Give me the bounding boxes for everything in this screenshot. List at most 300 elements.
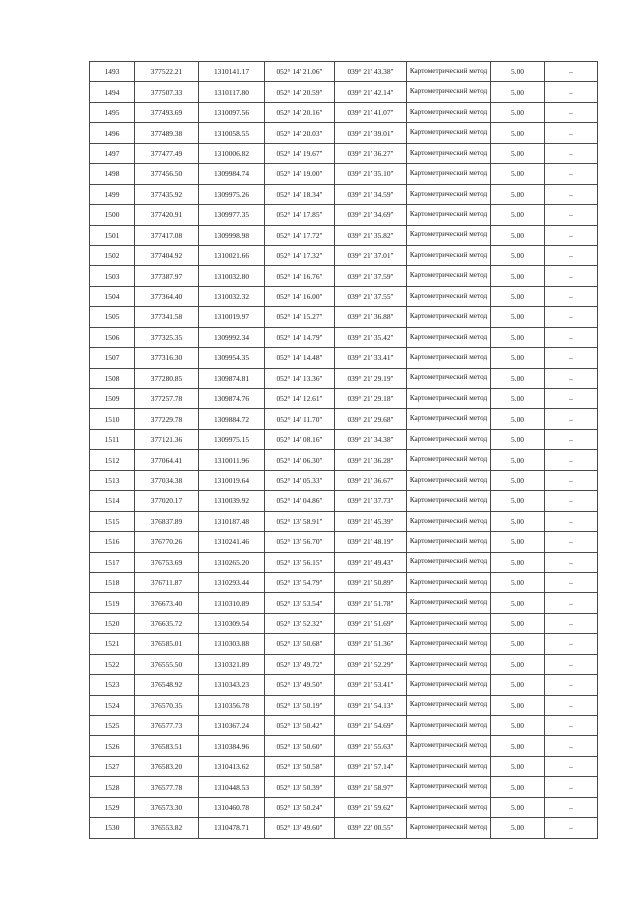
point-number-cell: 1519 (90, 593, 135, 613)
method-cell: Картометрический метод (407, 225, 491, 245)
latitude-cell: 052° 14' 13.36" (265, 368, 335, 388)
latitude-cell: 052° 14' 19.00" (265, 164, 335, 184)
method-cell: Картометрический метод (407, 348, 491, 368)
note-cell: – (545, 675, 598, 695)
y-coordinate-cell: 1309975.26 (199, 184, 265, 204)
latitude-cell: 052° 13' 49.60" (265, 818, 335, 838)
method-cell: Картометрический метод (407, 143, 491, 163)
point-number-cell: 1493 (90, 62, 135, 82)
longitude-cell: 039° 21' 48.19" (335, 532, 407, 552)
point-number-cell: 1529 (90, 797, 135, 817)
latitude-cell: 052° 13' 50.58" (265, 756, 335, 776)
y-coordinate-cell: 1310384.96 (199, 736, 265, 756)
coordinates-table-body (90, 62, 598, 839)
longitude-cell: 039° 21' 36.67" (335, 470, 407, 490)
note-cell: – (545, 205, 598, 225)
method-cell: Картометрический метод (407, 613, 491, 633)
longitude-cell: 039° 21' 51.69" (335, 613, 407, 633)
method-cell: Картометрический метод (407, 470, 491, 490)
longitude-cell: 039° 21' 50.89" (335, 572, 407, 592)
point-number-cell: 1517 (90, 552, 135, 572)
accuracy-cell: 5.00 (491, 348, 545, 368)
longitude-cell: 039° 21' 43.38" (335, 62, 407, 82)
note-cell: – (545, 736, 598, 756)
latitude-cell: 052° 14' 16.76" (265, 266, 335, 286)
note-cell: – (545, 82, 598, 102)
table-row (90, 184, 598, 204)
note-cell: – (545, 634, 598, 654)
y-coordinate-cell: 1310032.80 (199, 266, 265, 286)
x-coordinate-cell: 377522.21 (135, 62, 199, 82)
x-coordinate-cell: 377280.85 (135, 368, 199, 388)
y-coordinate-cell: 1310021.66 (199, 245, 265, 265)
x-coordinate-cell: 376570.35 (135, 695, 199, 715)
latitude-cell: 052° 14' 05.33" (265, 470, 335, 490)
method-cell: Картометрический метод (407, 756, 491, 776)
longitude-cell: 039° 21' 29.19" (335, 368, 407, 388)
method-cell: Картометрический метод (407, 552, 491, 572)
x-coordinate-cell: 377387.97 (135, 266, 199, 286)
accuracy-cell: 5.00 (491, 429, 545, 449)
accuracy-cell: 5.00 (491, 389, 545, 409)
latitude-cell: 052° 14' 04.86" (265, 491, 335, 511)
x-coordinate-cell: 377417.08 (135, 225, 199, 245)
longitude-cell: 039° 21' 51.78" (335, 593, 407, 613)
accuracy-cell: 5.00 (491, 164, 545, 184)
x-coordinate-cell: 377257.78 (135, 389, 199, 409)
y-coordinate-cell: 1309984.74 (199, 164, 265, 184)
point-number-cell: 1518 (90, 572, 135, 592)
point-number-cell: 1501 (90, 225, 135, 245)
y-coordinate-cell: 1309977.35 (199, 205, 265, 225)
y-coordinate-cell: 1310478.71 (199, 818, 265, 838)
point-number-cell: 1499 (90, 184, 135, 204)
longitude-cell: 039° 21' 42.14" (335, 82, 407, 102)
table-row (90, 327, 598, 347)
x-coordinate-cell: 376573.30 (135, 797, 199, 817)
latitude-cell: 052° 13' 56.15" (265, 552, 335, 572)
latitude-cell: 052° 13' 58.91" (265, 511, 335, 531)
accuracy-cell: 5.00 (491, 491, 545, 511)
x-coordinate-cell: 377435.92 (135, 184, 199, 204)
longitude-cell: 039° 21' 34.59" (335, 184, 407, 204)
note-cell: – (545, 327, 598, 347)
y-coordinate-cell: 1310413.62 (199, 756, 265, 776)
accuracy-cell: 5.00 (491, 532, 545, 552)
note-cell: – (545, 695, 598, 715)
y-coordinate-cell: 1310303.88 (199, 634, 265, 654)
note-cell: – (545, 348, 598, 368)
accuracy-cell: 5.00 (491, 102, 545, 122)
table-row (90, 225, 598, 245)
x-coordinate-cell: 376577.73 (135, 716, 199, 736)
y-coordinate-cell: 1310019.97 (199, 307, 265, 327)
x-coordinate-cell: 376555.50 (135, 654, 199, 674)
table-row (90, 797, 598, 817)
table-row (90, 695, 598, 715)
note-cell: – (545, 572, 598, 592)
point-number-cell: 1497 (90, 143, 135, 163)
longitude-cell: 039° 21' 53.41" (335, 675, 407, 695)
accuracy-cell: 5.00 (491, 327, 545, 347)
latitude-cell: 052° 14' 14.48" (265, 348, 335, 368)
note-cell: – (545, 613, 598, 633)
note-cell: – (545, 491, 598, 511)
coordinates-table (89, 61, 598, 839)
latitude-cell: 052° 14' 17.72" (265, 225, 335, 245)
y-coordinate-cell: 1309954.35 (199, 348, 265, 368)
x-coordinate-cell: 377316.30 (135, 348, 199, 368)
longitude-cell: 039° 21' 59.62" (335, 797, 407, 817)
accuracy-cell: 5.00 (491, 368, 545, 388)
method-cell: Картометрический метод (407, 307, 491, 327)
note-cell: – (545, 143, 598, 163)
x-coordinate-cell: 377121.36 (135, 429, 199, 449)
longitude-cell: 039° 21' 33.41" (335, 348, 407, 368)
longitude-cell: 039° 21' 35.42" (335, 327, 407, 347)
table-row (90, 613, 598, 633)
table-row (90, 450, 598, 470)
method-cell: Картометрический метод (407, 777, 491, 797)
note-cell: – (545, 266, 598, 286)
accuracy-cell: 5.00 (491, 756, 545, 776)
longitude-cell: 039° 21' 29.18" (335, 389, 407, 409)
table-row (90, 164, 598, 184)
note-cell: – (545, 716, 598, 736)
point-number-cell: 1511 (90, 429, 135, 449)
note-cell: – (545, 450, 598, 470)
y-coordinate-cell: 1310039.92 (199, 491, 265, 511)
point-number-cell: 1528 (90, 777, 135, 797)
x-coordinate-cell: 376577.78 (135, 777, 199, 797)
method-cell: Картометрический метод (407, 82, 491, 102)
x-coordinate-cell: 376711.87 (135, 572, 199, 592)
point-number-cell: 1495 (90, 102, 135, 122)
table-row (90, 736, 598, 756)
x-coordinate-cell: 377489.38 (135, 123, 199, 143)
longitude-cell: 039° 21' 39.01" (335, 123, 407, 143)
x-coordinate-cell: 376553.82 (135, 818, 199, 838)
note-cell: – (545, 756, 598, 776)
note-cell: – (545, 818, 598, 838)
note-cell: – (545, 470, 598, 490)
y-coordinate-cell: 1310011.96 (199, 450, 265, 470)
latitude-cell: 052° 14' 16.00" (265, 286, 335, 306)
method-cell: Картометрический метод (407, 389, 491, 409)
table-row (90, 634, 598, 654)
accuracy-cell: 5.00 (491, 654, 545, 674)
point-number-cell: 1516 (90, 532, 135, 552)
latitude-cell: 052° 14' 06.30" (265, 450, 335, 470)
y-coordinate-cell: 1310097.56 (199, 102, 265, 122)
latitude-cell: 052° 14' 17.85" (265, 205, 335, 225)
method-cell: Картометрический метод (407, 266, 491, 286)
method-cell: Картометрический метод (407, 511, 491, 531)
point-number-cell: 1526 (90, 736, 135, 756)
latitude-cell: 052° 13' 52.32" (265, 613, 335, 633)
x-coordinate-cell: 377456.50 (135, 164, 199, 184)
method-cell: Картометрический метод (407, 532, 491, 552)
y-coordinate-cell: 1310356.78 (199, 695, 265, 715)
longitude-cell: 039° 21' 41.07" (335, 102, 407, 122)
x-coordinate-cell: 377325.35 (135, 327, 199, 347)
table-row (90, 143, 598, 163)
note-cell: – (545, 245, 598, 265)
point-number-cell: 1498 (90, 164, 135, 184)
note-cell: – (545, 225, 598, 245)
table-row (90, 675, 598, 695)
y-coordinate-cell: 1309992.34 (199, 327, 265, 347)
point-number-cell: 1527 (90, 756, 135, 776)
y-coordinate-cell: 1309874.76 (199, 389, 265, 409)
accuracy-cell: 5.00 (491, 184, 545, 204)
x-coordinate-cell: 376837.89 (135, 511, 199, 531)
y-coordinate-cell: 1310310.89 (199, 593, 265, 613)
x-coordinate-cell: 377341.58 (135, 307, 199, 327)
note-cell: – (545, 62, 598, 82)
x-coordinate-cell: 376585.01 (135, 634, 199, 654)
accuracy-cell: 5.00 (491, 695, 545, 715)
latitude-cell: 052° 13' 50.60" (265, 736, 335, 756)
y-coordinate-cell: 1310019.64 (199, 470, 265, 490)
table-row (90, 511, 598, 531)
x-coordinate-cell: 377507.33 (135, 82, 199, 102)
table-row (90, 286, 598, 306)
latitude-cell: 052° 14' 20.59" (265, 82, 335, 102)
point-number-cell: 1525 (90, 716, 135, 736)
point-number-cell: 1515 (90, 511, 135, 531)
accuracy-cell: 5.00 (491, 143, 545, 163)
point-number-cell: 1496 (90, 123, 135, 143)
y-coordinate-cell: 1310448.53 (199, 777, 265, 797)
method-cell: Картометрический метод (407, 491, 491, 511)
point-number-cell: 1502 (90, 245, 135, 265)
point-number-cell: 1504 (90, 286, 135, 306)
note-cell: – (545, 123, 598, 143)
y-coordinate-cell: 1309874.81 (199, 368, 265, 388)
point-number-cell: 1530 (90, 818, 135, 838)
y-coordinate-cell: 1310343.23 (199, 675, 265, 695)
y-coordinate-cell: 1310367.24 (199, 716, 265, 736)
x-coordinate-cell: 376673.40 (135, 593, 199, 613)
latitude-cell: 052° 14' 11.70" (265, 409, 335, 429)
latitude-cell: 052° 14' 14.79" (265, 327, 335, 347)
accuracy-cell: 5.00 (491, 511, 545, 531)
longitude-cell: 039° 21' 45.39" (335, 511, 407, 531)
note-cell: – (545, 102, 598, 122)
method-cell: Картометрический метод (407, 593, 491, 613)
method-cell: Картометрический метод (407, 245, 491, 265)
x-coordinate-cell: 377420.91 (135, 205, 199, 225)
method-cell: Картометрический метод (407, 450, 491, 470)
x-coordinate-cell: 376583.20 (135, 756, 199, 776)
y-coordinate-cell: 1310058.55 (199, 123, 265, 143)
method-cell: Картометрический метод (407, 695, 491, 715)
method-cell: Картометрический метод (407, 123, 491, 143)
note-cell: – (545, 389, 598, 409)
point-number-cell: 1506 (90, 327, 135, 347)
y-coordinate-cell: 1310141.17 (199, 62, 265, 82)
longitude-cell: 039° 21' 34.38" (335, 429, 407, 449)
accuracy-cell: 5.00 (491, 777, 545, 797)
table-row (90, 245, 598, 265)
y-coordinate-cell: 1310187.48 (199, 511, 265, 531)
note-cell: – (545, 797, 598, 817)
point-number-cell: 1514 (90, 491, 135, 511)
y-coordinate-cell: 1310006.82 (199, 143, 265, 163)
latitude-cell: 052° 14' 08.16" (265, 429, 335, 449)
longitude-cell: 039° 21' 58.97" (335, 777, 407, 797)
table-row (90, 62, 598, 82)
table-row (90, 205, 598, 225)
latitude-cell: 052° 13' 54.79" (265, 572, 335, 592)
latitude-cell: 052° 13' 50.68" (265, 634, 335, 654)
x-coordinate-cell: 377493.69 (135, 102, 199, 122)
x-coordinate-cell: 376635.72 (135, 613, 199, 633)
method-cell: Картометрический метод (407, 184, 491, 204)
accuracy-cell: 5.00 (491, 736, 545, 756)
note-cell: – (545, 184, 598, 204)
point-number-cell: 1494 (90, 82, 135, 102)
method-cell: Картометрический метод (407, 205, 491, 225)
y-coordinate-cell: 1310265.20 (199, 552, 265, 572)
point-number-cell: 1509 (90, 389, 135, 409)
latitude-cell: 052° 13' 49.72" (265, 654, 335, 674)
accuracy-cell: 5.00 (491, 450, 545, 470)
latitude-cell: 052° 14' 15.27" (265, 307, 335, 327)
y-coordinate-cell: 1309998.98 (199, 225, 265, 245)
accuracy-cell: 5.00 (491, 409, 545, 429)
y-coordinate-cell: 1310321.89 (199, 654, 265, 674)
table-row (90, 716, 598, 736)
point-number-cell: 1507 (90, 348, 135, 368)
point-number-cell: 1520 (90, 613, 135, 633)
latitude-cell: 052° 13' 56.70" (265, 532, 335, 552)
table-row (90, 307, 598, 327)
y-coordinate-cell: 1309975.15 (199, 429, 265, 449)
note-cell: – (545, 429, 598, 449)
y-coordinate-cell: 1310309.54 (199, 613, 265, 633)
accuracy-cell: 5.00 (491, 470, 545, 490)
y-coordinate-cell: 1310241.46 (199, 532, 265, 552)
accuracy-cell: 5.00 (491, 123, 545, 143)
point-number-cell: 1508 (90, 368, 135, 388)
table-row (90, 777, 598, 797)
method-cell: Картометрический метод (407, 654, 491, 674)
x-coordinate-cell: 376583.51 (135, 736, 199, 756)
accuracy-cell: 5.00 (491, 245, 545, 265)
latitude-cell: 052° 14' 18.34" (265, 184, 335, 204)
table-row (90, 491, 598, 511)
table-row (90, 123, 598, 143)
table-row (90, 409, 598, 429)
point-number-cell: 1521 (90, 634, 135, 654)
longitude-cell: 039° 21' 55.63" (335, 736, 407, 756)
method-cell: Картометрический метод (407, 429, 491, 449)
accuracy-cell: 5.00 (491, 307, 545, 327)
note-cell: – (545, 409, 598, 429)
longitude-cell: 039° 21' 37.59" (335, 266, 407, 286)
note-cell: – (545, 654, 598, 674)
point-number-cell: 1522 (90, 654, 135, 674)
x-coordinate-cell: 376753.69 (135, 552, 199, 572)
x-coordinate-cell: 377477.49 (135, 143, 199, 163)
x-coordinate-cell: 377034.38 (135, 470, 199, 490)
method-cell: Картометрический метод (407, 797, 491, 817)
note-cell: – (545, 286, 598, 306)
accuracy-cell: 5.00 (491, 716, 545, 736)
longitude-cell: 039° 21' 36.88" (335, 307, 407, 327)
method-cell: Картометрический метод (407, 327, 491, 347)
latitude-cell: 052° 14' 20.16" (265, 102, 335, 122)
longitude-cell: 039° 22' 00.55" (335, 818, 407, 838)
table-row (90, 572, 598, 592)
table-row (90, 756, 598, 776)
note-cell: – (545, 307, 598, 327)
latitude-cell: 052° 14' 17.32" (265, 245, 335, 265)
method-cell: Картометрический метод (407, 164, 491, 184)
note-cell: – (545, 593, 598, 613)
note-cell: – (545, 777, 598, 797)
table-row (90, 654, 598, 674)
point-number-cell: 1512 (90, 450, 135, 470)
table-row (90, 532, 598, 552)
table-row (90, 266, 598, 286)
table-row (90, 429, 598, 449)
table-row (90, 368, 598, 388)
latitude-cell: 052° 13' 50.39" (265, 777, 335, 797)
x-coordinate-cell: 376770.26 (135, 532, 199, 552)
latitude-cell: 052° 13' 53.54" (265, 593, 335, 613)
accuracy-cell: 5.00 (491, 205, 545, 225)
longitude-cell: 039° 21' 52.29" (335, 654, 407, 674)
note-cell: – (545, 532, 598, 552)
longitude-cell: 039° 21' 37.73" (335, 491, 407, 511)
latitude-cell: 052° 14' 21.06" (265, 62, 335, 82)
y-coordinate-cell: 1310117.80 (199, 82, 265, 102)
accuracy-cell: 5.00 (491, 593, 545, 613)
y-coordinate-cell: 1310032.32 (199, 286, 265, 306)
table-row (90, 348, 598, 368)
longitude-cell: 039° 21' 35.10" (335, 164, 407, 184)
accuracy-cell: 5.00 (491, 552, 545, 572)
table-row (90, 102, 598, 122)
y-coordinate-cell: 1310460.78 (199, 797, 265, 817)
method-cell: Картометрический метод (407, 572, 491, 592)
accuracy-cell: 5.00 (491, 613, 545, 633)
accuracy-cell: 5.00 (491, 675, 545, 695)
method-cell: Картометрический метод (407, 818, 491, 838)
longitude-cell: 039° 21' 54.13" (335, 695, 407, 715)
point-number-cell: 1500 (90, 205, 135, 225)
accuracy-cell: 5.00 (491, 634, 545, 654)
note-cell: – (545, 552, 598, 572)
point-number-cell: 1505 (90, 307, 135, 327)
table-row (90, 389, 598, 409)
point-number-cell: 1524 (90, 695, 135, 715)
method-cell: Картометрический метод (407, 102, 491, 122)
method-cell: Картометрический метод (407, 409, 491, 429)
accuracy-cell: 5.00 (491, 818, 545, 838)
latitude-cell: 052° 14' 19.67" (265, 143, 335, 163)
table-row (90, 82, 598, 102)
latitude-cell: 052° 13' 49.50" (265, 675, 335, 695)
longitude-cell: 039° 21' 49.43" (335, 552, 407, 572)
accuracy-cell: 5.00 (491, 62, 545, 82)
x-coordinate-cell: 377364.40 (135, 286, 199, 306)
longitude-cell: 039° 21' 57.14" (335, 756, 407, 776)
accuracy-cell: 5.00 (491, 225, 545, 245)
